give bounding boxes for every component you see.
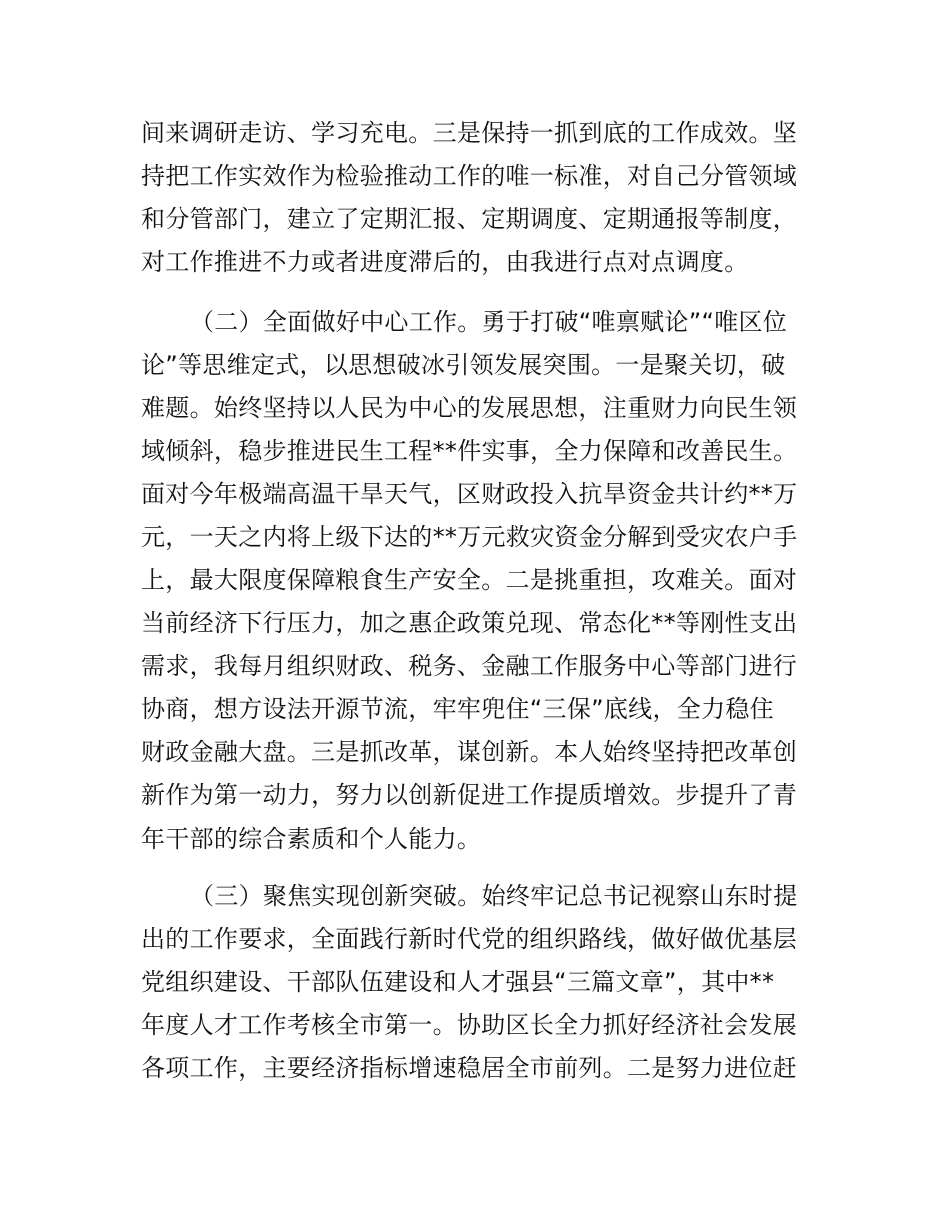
text-line: 和分管部门，建立了定期汇报、定期调度、定期通报等制度， bbox=[141, 205, 798, 233]
text-line: 年度人才工作考核全市第一。协助区长全力抓好经济社会发展 bbox=[141, 1011, 798, 1039]
text-line: 当前经济下行压力，加之惠企政策兑现、常态化**等刚性支出 bbox=[141, 609, 798, 637]
text-line: 域倾斜，稳步推进民生工程**件实事，全力保障和改善民生。 bbox=[141, 437, 798, 465]
paragraph-first-line: （三）聚焦实现创新突破。始终牢记总书记视察山东时提 bbox=[190, 882, 798, 910]
text-line: 各项工作，主要经济指标增速稳居全市前列。二是努力进位赶 bbox=[141, 1054, 798, 1082]
text-line: 持把工作实效作为检验推动工作的唯一标准，对自己分管领域 bbox=[141, 162, 798, 190]
text-line: 上，最大限度保障粮食生产安全。二是挑重担，攻难关。面对 bbox=[141, 566, 798, 594]
text-line: 财政金融大盘。三是抓改革，谋创新。本人始终坚持把改革创 bbox=[141, 738, 798, 766]
text-line: 党组织建设、干部队伍建设和人才强县“三篇文章”，其中** bbox=[141, 968, 775, 996]
text-line: 难题。始终坚持以人民为中心的发展思想，注重财力向民生领 bbox=[141, 394, 798, 422]
text-line: 面对今年极端高温干旱天气，区财政投入抗旱资金共计约**万 bbox=[141, 480, 798, 508]
text-line: 需求，我每月组织财政、税务、金融工作服务中心等部门进行 bbox=[141, 652, 798, 680]
text-line: 新作为第一动力，努力以创新促进工作提质增效。步提升了青 bbox=[141, 781, 798, 809]
text-line: 论”等思维定式，以思想破冰引领发展突围。一是聚关切，破 bbox=[141, 351, 786, 379]
text-line: 出的工作要求，全面践行新时代党的组织路线，做好做优基层 bbox=[141, 925, 798, 953]
paragraph-first-line: （二）全面做好中心工作。勇于打破“唯禀赋论”“唯区位 bbox=[190, 308, 788, 336]
text-line: 元，一天之内将上级下达的**万元救灾资金分解到受灾农户手 bbox=[141, 523, 798, 551]
text-line: 年干部的综合素质和个人能力。 bbox=[141, 825, 482, 853]
text-line: 协商，想方设法开源节流，牢牢兜住“三保”底线，全力稳住 bbox=[141, 695, 774, 723]
text-line: 间来调研走访、学习充电。三是保持一抓到底的工作成效。坚 bbox=[141, 119, 798, 147]
text-line: 对工作推进不力或者进度滞后的，由我进行点对点调度。 bbox=[141, 248, 749, 276]
